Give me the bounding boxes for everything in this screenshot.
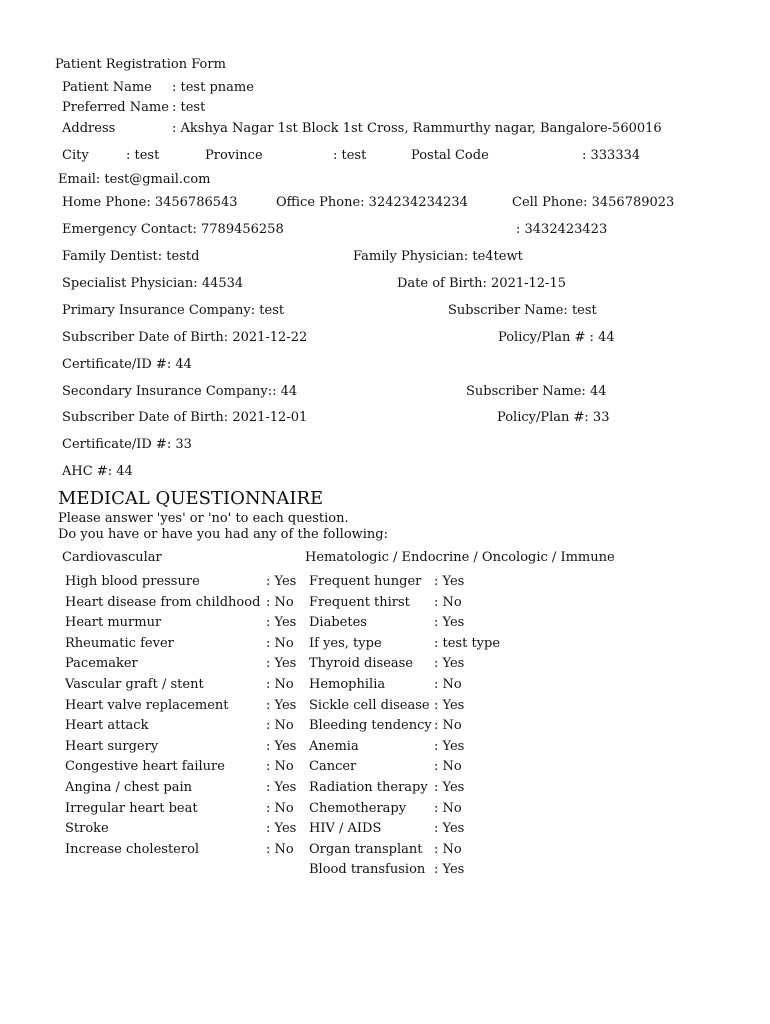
question-label: Irregular heart beat xyxy=(65,800,198,816)
questionnaire-instruction: Do you have or have you had any of the following: xyxy=(58,527,389,542)
question-label: Frequent hunger xyxy=(309,574,422,589)
question-label: Sickle cell disease xyxy=(309,697,430,713)
questionnaire-instruction: Please answer 'yes' or 'no' to each question. xyxy=(58,511,349,526)
emergency-contact: Emergency Contact: 7789456258 xyxy=(62,222,284,237)
postal-code-label: Postal Code xyxy=(411,148,489,163)
question-label: Thyroid disease xyxy=(309,656,413,672)
question-label: Organ transplant xyxy=(309,841,423,857)
answer-value: : No xyxy=(434,800,462,816)
question-label: Heart surgery xyxy=(65,738,159,754)
patient-name-label: Patient Name xyxy=(62,80,152,95)
answer-value: : No xyxy=(266,718,294,734)
date-of-birth: Date of Birth: 2021-12-15 xyxy=(397,276,566,291)
question-label: Radiation therapy xyxy=(309,780,428,795)
primary-policy: Policy/Plan # : 44 xyxy=(498,330,615,345)
city-label: City xyxy=(62,148,89,163)
question-label: Heart murmur xyxy=(65,615,162,631)
question-label: Blood transfusion xyxy=(309,862,426,878)
specialist-physician: Specialist Physician: 44534 xyxy=(62,276,244,291)
address-label: Address xyxy=(62,121,116,136)
answer-value: : No xyxy=(434,841,462,857)
cardiovascular-header: Cardiovascular xyxy=(62,550,162,565)
postal-code-value: : 333334 xyxy=(582,148,641,163)
answer-value: : Yes xyxy=(434,697,465,713)
answer-value: : No xyxy=(266,841,294,857)
primary-certificate: Certificate/ID #: 44 xyxy=(62,357,192,372)
secondary-insurance: Secondary Insurance Company:: 44 xyxy=(62,384,298,399)
secondary-policy: Policy/Plan #: 33 xyxy=(497,410,610,425)
secondary-certificate: Certificate/ID #: 33 xyxy=(62,437,192,452)
answer-value: : Yes xyxy=(266,821,297,837)
answer-value: : Yes xyxy=(434,615,465,631)
question-label: Rheumatic fever xyxy=(65,635,174,651)
family-dentist: Family Dentist: testd xyxy=(62,249,200,264)
question-label: HIV / AIDS xyxy=(309,821,382,837)
question-label: Heart valve replacement xyxy=(65,697,229,713)
question-label: Vascular graft / stent xyxy=(65,677,204,692)
answer-value: : Yes xyxy=(266,615,297,631)
city-value: : test xyxy=(126,148,160,163)
form-title: Patient Registration Form xyxy=(55,57,226,72)
answer-value: : No xyxy=(266,677,294,692)
answer-value: : Yes xyxy=(434,656,465,672)
answer-value: : No xyxy=(434,759,462,775)
question-label: Stroke xyxy=(65,821,109,837)
primary-insurance: Primary Insurance Company: test xyxy=(62,303,285,318)
question-label: Heart attack xyxy=(65,718,149,734)
answer-value: : Yes xyxy=(434,574,465,589)
answer-value: : No xyxy=(266,759,294,775)
answer-value: : Yes xyxy=(266,656,297,672)
question-label: Diabetes xyxy=(309,615,367,631)
answer-value: : Yes xyxy=(434,821,465,837)
answer-value: : No xyxy=(434,718,462,734)
questionnaire-title: MEDICAL QUESTIONNAIRE xyxy=(58,488,324,509)
question-label: High blood pressure xyxy=(65,574,200,589)
answer-value: : No xyxy=(266,800,294,816)
answer-value: : No xyxy=(266,635,294,651)
address-value: : Akshya Nagar 1st Block 1st Cross, Rammurthy nagar, Bangalore-560016 xyxy=(172,121,662,136)
answer-value: : No xyxy=(434,594,462,610)
question-label: Chemotherapy xyxy=(309,800,407,816)
primary-subscriber-dob: Subscriber Date of Birth: 2021-12-22 xyxy=(62,330,308,345)
answer-value: : Yes xyxy=(434,780,465,795)
answer-value: : test type xyxy=(434,635,501,651)
primary-subscriber-name: Subscriber Name: test xyxy=(448,303,597,318)
answer-value: : Yes xyxy=(434,738,465,754)
question-label: If yes, type xyxy=(309,635,382,651)
office-phone: Office Phone: 324234234234 xyxy=(276,195,468,210)
secondary-subscriber-name: Subscriber Name: 44 xyxy=(466,384,607,399)
home-phone: Home Phone: 3456786543 xyxy=(62,195,238,210)
answer-value: : Yes xyxy=(266,738,297,754)
hematologic-header: Hematologic / Endocrine / Oncologic / Immune xyxy=(305,550,615,565)
preferred-name-value: : test xyxy=(172,100,206,115)
question-label: Heart disease from childhood xyxy=(65,594,261,610)
email: Email: test@gmail.com xyxy=(58,172,211,187)
patient-name-value: : test pname xyxy=(172,80,254,95)
question-label: Hemophilia xyxy=(309,677,386,692)
province-value: : test xyxy=(333,148,367,163)
ahc-number: AHC #: 44 xyxy=(62,464,133,479)
question-label: Cancer xyxy=(309,759,357,775)
question-label: Anemia xyxy=(309,738,359,754)
answer-value: : Yes xyxy=(266,574,297,589)
family-physician: Family Physician: te4tewt xyxy=(353,249,523,264)
answer-value: : No xyxy=(266,594,294,610)
answer-value: : Yes xyxy=(266,697,297,713)
answer-value: : Yes xyxy=(434,862,465,878)
answer-value: : No xyxy=(434,677,462,692)
question-label: Congestive heart failure xyxy=(65,759,225,775)
emergency-phone: : 3432423423 xyxy=(516,222,608,237)
cell-phone: Cell Phone: 3456789023 xyxy=(512,195,675,210)
question-label: Frequent thirst xyxy=(309,594,410,610)
province-label: Province xyxy=(205,148,263,163)
question-label: Pacemaker xyxy=(65,656,138,672)
question-label: Increase cholesterol xyxy=(65,841,200,857)
question-label: Angina / chest pain xyxy=(65,780,192,795)
question-label: Bleeding tendency xyxy=(309,718,432,734)
secondary-subscriber-dob: Subscriber Date of Birth: 2021-12-01 xyxy=(62,410,308,425)
preferred-name-label: Preferred Name xyxy=(62,100,169,115)
answer-value: : Yes xyxy=(266,780,297,795)
